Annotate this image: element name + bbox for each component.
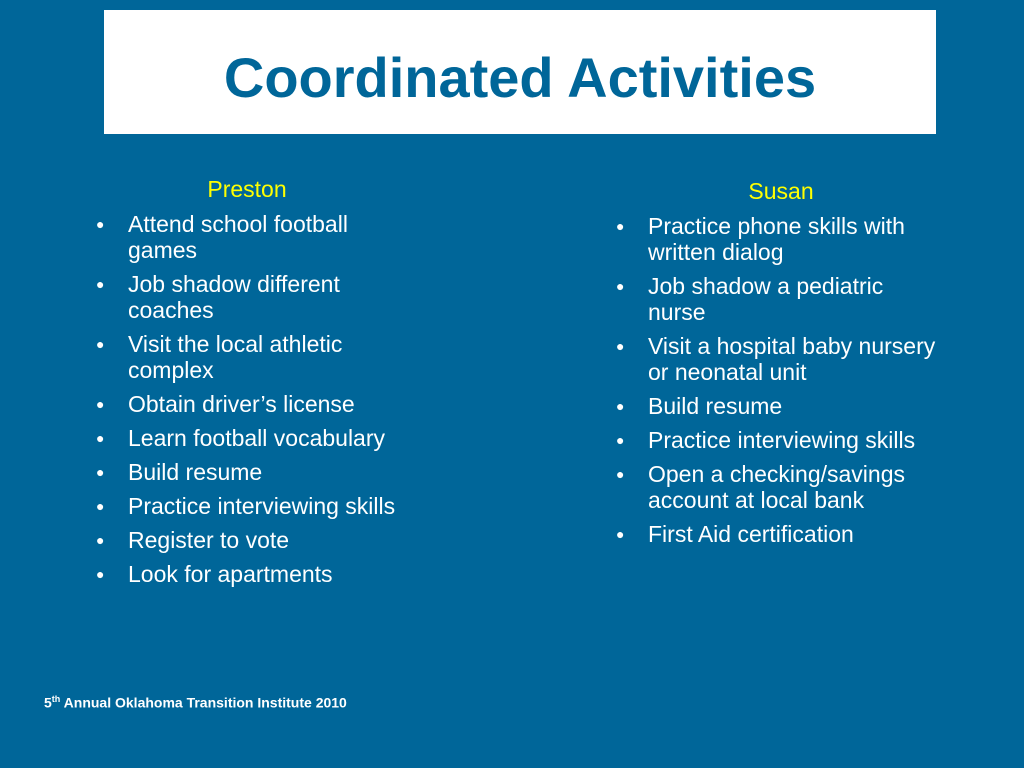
preston-column bbox=[96, 176, 406, 595]
list-item: ● First Aid certification bbox=[616, 521, 854, 547]
bullet-icon: ● bbox=[616, 218, 625, 234]
preston-list bbox=[96, 211, 406, 587]
bullet-icon: ● bbox=[616, 398, 625, 414]
bullet-icon: ● bbox=[616, 466, 625, 482]
list-item: ● Visit a hospital baby nursery or neonatal unit bbox=[616, 333, 936, 385]
bullet-icon: ● bbox=[616, 338, 625, 354]
bullet-icon: ● bbox=[96, 532, 105, 548]
list-item: ● Practice phone skills with written dialog bbox=[616, 213, 905, 265]
bullet-icon: ● bbox=[616, 526, 625, 542]
susan-list bbox=[616, 213, 936, 547]
footer-text bbox=[44, 694, 347, 711]
bullet-icon: ● bbox=[616, 432, 625, 448]
susan-heading: Susan bbox=[748, 178, 814, 204]
list-item: ● Practice interviewing skills bbox=[616, 427, 916, 453]
list-item: ● Register to vote bbox=[96, 527, 290, 553]
list-item: ● Obtain driver’s license bbox=[96, 391, 355, 417]
bullet-icon: ● bbox=[96, 336, 105, 352]
list-item: ● Build resume bbox=[616, 393, 783, 419]
list-item: ● Learn football vocabulary bbox=[96, 425, 385, 451]
list-item: ● Build resume bbox=[96, 459, 263, 485]
bullet-icon: ● bbox=[96, 498, 105, 514]
list-item: ● Visit the local athletic complex bbox=[96, 331, 343, 383]
title-box bbox=[104, 10, 936, 134]
bullet-icon: ● bbox=[96, 464, 105, 480]
bullet-icon: ● bbox=[616, 278, 625, 294]
bullet-icon: ● bbox=[96, 430, 105, 446]
list-item: ● Attend school football games bbox=[96, 211, 348, 263]
bullet-icon: ● bbox=[96, 276, 105, 292]
list-item: ● Look for apartments bbox=[96, 561, 333, 587]
bullet-icon: ● bbox=[96, 396, 105, 412]
list-item: ● Job shadow a pediatric nurse bbox=[616, 273, 884, 325]
footer-label: Annual Oklahoma Transition Institute 2010 bbox=[60, 694, 347, 711]
bullet-icon: ● bbox=[96, 566, 105, 582]
susan-column bbox=[616, 178, 936, 555]
footer-number: 5 bbox=[44, 694, 52, 711]
bullet-icon: ● bbox=[96, 216, 105, 232]
slide-title: Coordinated Activities bbox=[223, 45, 817, 109]
list-item: ● Practice interviewing skills bbox=[96, 493, 396, 519]
list-item: ● Open a checking/savings account at local bank bbox=[616, 461, 905, 513]
preston-heading: Preston bbox=[207, 176, 287, 202]
list-item: ● Job shadow different coaches bbox=[96, 271, 340, 323]
footer-ordinal: th bbox=[51, 694, 61, 704]
